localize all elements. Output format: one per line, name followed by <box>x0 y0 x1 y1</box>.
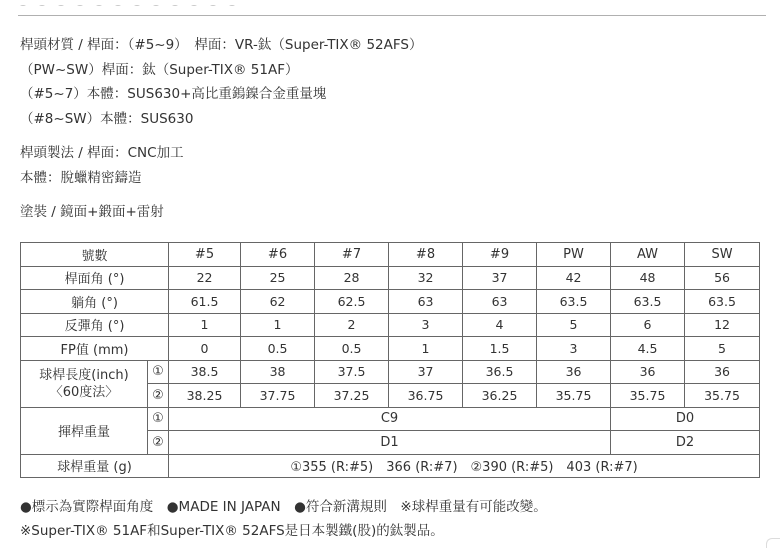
table-cell: 1 <box>169 313 241 337</box>
row-label: 球桿重量 (g) <box>21 454 169 478</box>
table-cell: 48 <box>611 266 685 290</box>
spec-line: 塗裝 / 鏡面+鍛面+雷射 <box>20 204 164 220</box>
table-cell: 32 <box>389 266 463 290</box>
footnote-line: ●標示為實際桿面角度 ●MADE IN JAPAN ●符合新溝規則 ※球桿重量有可能改變。 <box>20 499 547 515</box>
table-cell: 35.75 <box>611 384 685 408</box>
column-header: AW <box>611 243 685 267</box>
table-row <box>21 313 760 337</box>
table-cell: 22 <box>169 266 241 290</box>
table-cell: 38.25 <box>169 384 241 408</box>
table-row <box>21 266 760 290</box>
cropped-dots <box>18 0 318 6</box>
spec-line: 桿頭製法 / 桿面：CNC加工 <box>20 145 184 161</box>
table-cell: 1 <box>241 313 315 337</box>
row-label: FP值 (mm) <box>21 337 169 361</box>
table-cell: 36.5 <box>463 360 537 384</box>
spec-line: （#5~7）本體：SUS630+高比重鎢鎳合金重量塊 <box>20 86 327 102</box>
spec-line: 桿頭材質 / 桿面：（#5~9） 桿面：VR-鈦（Super-TIX® 52AFS） <box>20 37 423 53</box>
table-row <box>21 337 760 361</box>
footnotes <box>20 495 547 543</box>
club-weight-value: ①355 (R:#5) 366 (R:#7) ②390 (R:#5) 403 (R:#7) <box>169 454 760 478</box>
table-cell: 1.5 <box>463 337 537 361</box>
swing-weight-main: C9 <box>169 407 611 431</box>
header-label: 號數 <box>21 243 169 267</box>
table-cell: 38.5 <box>169 360 241 384</box>
row-label: 躺角 (°) <box>21 290 169 314</box>
table-row <box>21 360 760 384</box>
table-cell: 5 <box>537 313 611 337</box>
table-cell: 63.5 <box>685 290 760 314</box>
table-cell: 5 <box>685 337 760 361</box>
swing-weight-wedge: D2 <box>611 431 760 455</box>
table-cell: 6 <box>611 313 685 337</box>
length-label-line: 〈60度法〉 <box>49 384 119 400</box>
variant-marker: ② <box>148 431 169 455</box>
table-cell: 63 <box>389 290 463 314</box>
table-row <box>21 290 760 314</box>
table-cell: 2 <box>315 313 389 337</box>
table-cell: 25 <box>241 266 315 290</box>
swing-weight-main: D1 <box>169 431 611 455</box>
table-cell: 3 <box>537 337 611 361</box>
table-cell: 28 <box>315 266 389 290</box>
table-cell: 62.5 <box>315 290 389 314</box>
column-header: #8 <box>389 243 463 267</box>
row-label: 反彈角 (°) <box>21 313 169 337</box>
column-header: #6 <box>241 243 315 267</box>
table-cell: 4 <box>463 313 537 337</box>
variant-marker: ① <box>148 407 169 431</box>
table-cell: 63.5 <box>611 290 685 314</box>
table-cell: 36 <box>685 360 760 384</box>
column-header: PW <box>537 243 611 267</box>
table-cell: 0.5 <box>315 337 389 361</box>
corner-mark <box>766 538 780 548</box>
table-cell: 1 <box>389 337 463 361</box>
table-cell: 63.5 <box>537 290 611 314</box>
column-header: #7 <box>315 243 389 267</box>
row-label-swing: 揮桿重量 <box>21 407 148 454</box>
table-cell: 62 <box>241 290 315 314</box>
spec-description <box>20 33 422 225</box>
table-cell: 37 <box>463 266 537 290</box>
spec-line: 本體：脫蠟精密鑄造 <box>20 169 142 186</box>
table-row <box>21 407 760 431</box>
table-cell: 36.75 <box>389 384 463 408</box>
length-label-line: 球桿長度(inch) <box>39 367 129 383</box>
spec-line: （PW~SW）桿面：鈦（Super-TIX® 51AF） <box>20 61 299 78</box>
table-cell: 0 <box>169 337 241 361</box>
spec-table <box>20 242 760 478</box>
table-cell: 37 <box>389 360 463 384</box>
table-row <box>21 454 760 478</box>
column-header: SW <box>685 243 760 267</box>
table-cell: 12 <box>685 313 760 337</box>
spec-line: （#8~SW）本體：SUS630 <box>20 110 194 127</box>
table-cell: 37.5 <box>315 360 389 384</box>
table-cell: 35.75 <box>537 384 611 408</box>
table-cell: 42 <box>537 266 611 290</box>
column-header: #5 <box>169 243 241 267</box>
table-cell: 56 <box>685 266 760 290</box>
table-cell: 38 <box>241 360 315 384</box>
variant-marker: ② <box>148 384 169 408</box>
table-cell: 4.5 <box>611 337 685 361</box>
table-cell: 36 <box>611 360 685 384</box>
table-cell: 36 <box>537 360 611 384</box>
footnote-line: ※Super-TIX® 51AF和Super-TIX® 52AFS是日本製鐵(股)的鈦製品。 <box>20 523 444 539</box>
table-cell: 61.5 <box>169 290 241 314</box>
table-cell: 36.25 <box>463 384 537 408</box>
column-header: #9 <box>463 243 537 267</box>
table-cell: 63 <box>463 290 537 314</box>
row-label: 桿面角 (°) <box>21 266 169 290</box>
row-label-length <box>21 360 148 407</box>
table-cell: 37.75 <box>241 384 315 408</box>
table-cell: 37.25 <box>315 384 389 408</box>
swing-weight-wedge: D0 <box>611 407 760 431</box>
table-cell: 35.75 <box>685 384 760 408</box>
table-header-row <box>21 243 760 267</box>
divider-line <box>18 15 766 16</box>
table-cell: 0.5 <box>241 337 315 361</box>
table-cell: 3 <box>389 313 463 337</box>
variant-marker: ① <box>148 360 169 384</box>
